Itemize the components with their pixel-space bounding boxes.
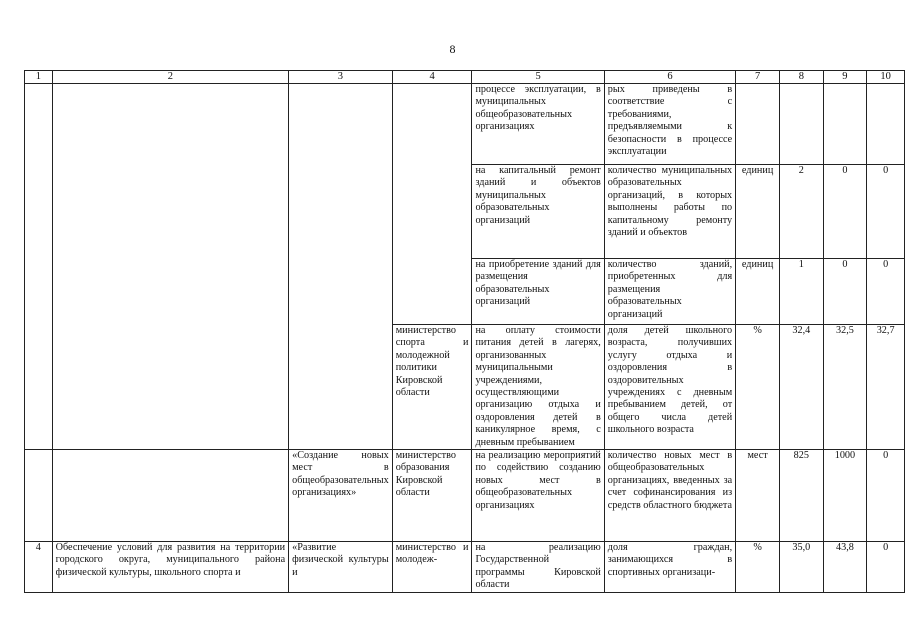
cell-purpose: на капитальный ремонт зданий и объектов муниципальных образовательных организаций <box>472 165 604 259</box>
cell-value: 43,8 <box>823 542 867 593</box>
cell-unit: единиц <box>736 259 780 325</box>
header-cell: 9 <box>823 71 867 84</box>
cell-value: 32,5 <box>823 325 867 450</box>
cell-subprogram: «Развитие физической культуры и <box>289 542 393 593</box>
page-number: 8 <box>449 42 456 56</box>
cell-indicator: рых приведены в соответствие с требованиями, предъявляемыми к безопасности в процессе эксплуатации <box>604 84 735 165</box>
cell-indicator: доля детей школьного возраста, получивших услугу отдыха и оздоровления в оздоровительных учреждениях с дневным пребыванием детей, от общего числа детей школьного возраста <box>604 325 735 450</box>
cell-value <box>823 84 867 165</box>
cell-purpose: на реализацию Государственной программы Кировской области <box>472 542 604 593</box>
cell-indicator: количество зданий, приобретенных для размещения образовательных организаций <box>604 259 735 325</box>
cell-unit: единиц <box>736 165 780 259</box>
table-row <box>25 450 905 542</box>
cell-subprogram <box>289 84 393 450</box>
header-cell: 6 <box>604 71 735 84</box>
cell-description <box>52 450 288 542</box>
cell-value: 1 <box>780 259 824 325</box>
cell-description: Обеспечение условий для развития на территории городского округа, муниципального района физической культуры, школьного спорта и <box>52 542 288 593</box>
table-row <box>25 542 905 593</box>
cell-value: 32,4 <box>780 325 824 450</box>
header-cell: 1 <box>25 71 53 84</box>
table-row <box>25 84 905 165</box>
cell-purpose: на оплату стоимости питания детей в лагерях, организованных муниципальными учреждениями, осуществляющими организацию отдыха и оздоровления детей в каникулярное время, с дневным пребыванием <box>472 325 604 450</box>
cell-value: 0 <box>867 259 905 325</box>
cell-purpose: на реализацию мероприятий по содействию созданию новых мест в общеобразовательных организациях <box>472 450 604 542</box>
cell-value: 1000 <box>823 450 867 542</box>
header-row <box>25 71 905 84</box>
cell-indicator: доля граждан, занимающихся в спортивных организаци- <box>604 542 735 593</box>
header-cell: 5 <box>472 71 604 84</box>
cell-ministry: министерство спорта и молодежной политики Кировской области <box>392 325 472 450</box>
cell-purpose: на приобретение зданий для размещения образовательных организаций <box>472 259 604 325</box>
cell-purpose: процессе эксплуатации, в муниципальных общеобразовательных организациях <box>472 84 604 165</box>
cell-value: 35,0 <box>780 542 824 593</box>
header-cell: 10 <box>867 71 905 84</box>
cell-subprogram: «Создание новых мест в общеобразовательных организациях» <box>289 450 393 542</box>
cell-description <box>52 84 288 450</box>
cell-unit: % <box>736 325 780 450</box>
cell-unit <box>736 84 780 165</box>
header-cell: 2 <box>52 71 288 84</box>
cell-unit: мест <box>736 450 780 542</box>
header-cell: 7 <box>736 71 780 84</box>
header-cell: 4 <box>392 71 472 84</box>
cell-num <box>25 84 53 450</box>
cell-value <box>867 84 905 165</box>
cell-value: 0 <box>823 259 867 325</box>
cell-num: 4 <box>25 542 53 593</box>
cell-ministry: министерство образования Кировской области <box>392 450 472 542</box>
cell-unit: % <box>736 542 780 593</box>
cell-ministry: министерство и молодеж- <box>392 542 472 593</box>
cell-value: 0 <box>867 165 905 259</box>
data-table <box>24 70 905 593</box>
header-cell: 8 <box>780 71 824 84</box>
cell-value <box>780 84 824 165</box>
cell-ministry <box>392 84 472 325</box>
cell-value: 2 <box>780 165 824 259</box>
cell-num <box>25 450 53 542</box>
cell-value: 0 <box>867 542 905 593</box>
cell-value: 0 <box>823 165 867 259</box>
cell-indicator: количество новых мест в общеобразовательных организациях, введенных за счет софинансирования из средств областного бюджета <box>604 450 735 542</box>
cell-value: 32,7 <box>867 325 905 450</box>
header-cell: 3 <box>289 71 393 84</box>
cell-indicator: количество муниципальных образовательных организаций, в которых выполнены работы по капитальному ремонту зданий и объектов <box>604 165 735 259</box>
cell-value: 0 <box>867 450 905 542</box>
cell-value: 825 <box>780 450 824 542</box>
